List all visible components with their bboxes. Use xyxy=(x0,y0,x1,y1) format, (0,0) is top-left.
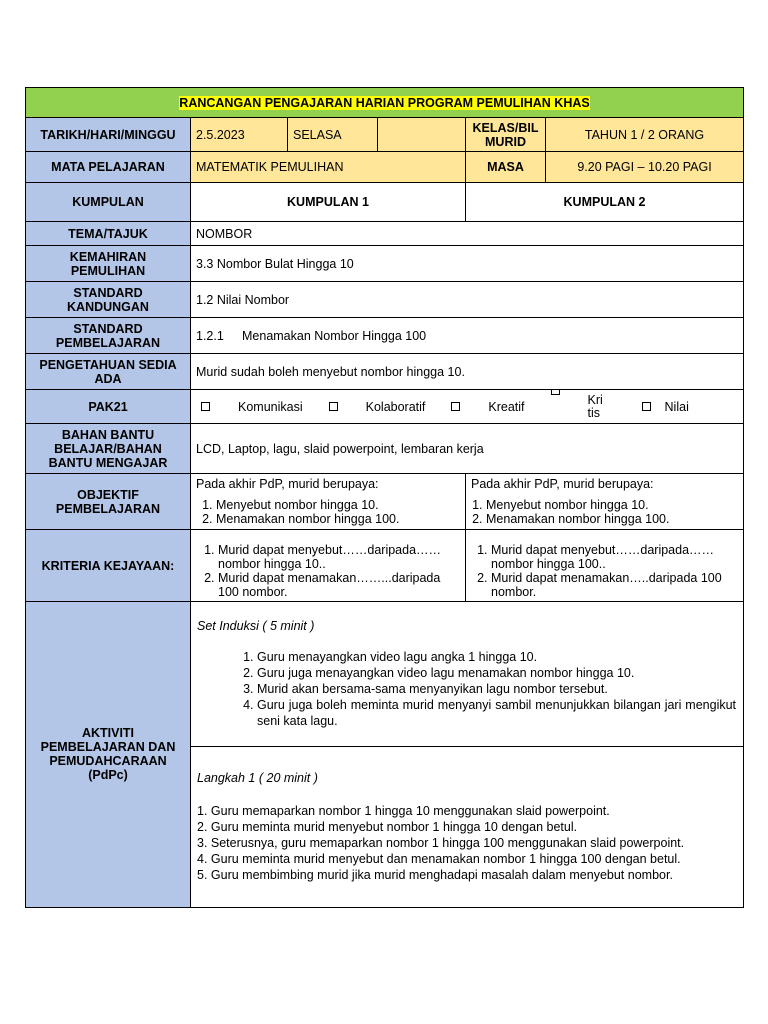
langkah-title: Langkah 1 ( 20 minit ) xyxy=(197,771,318,785)
list-item: 5. Guru membimbing murid jika murid menghadapi masalah dalam menyebut nombor. xyxy=(197,868,673,882)
induksi-title: Set Induksi ( 5 minit ) xyxy=(197,619,315,633)
list-item: 2. Murid dapat menamakan…..daripada 100 nombor. xyxy=(491,571,738,599)
list-item: 2. Menamakan nombor hingga 100. xyxy=(216,512,460,526)
label-tema: TEMA/TAJUK xyxy=(26,222,191,246)
list-item: 1. Murid dapat menyebut……daripada…… nombor hingga 100.. xyxy=(491,543,738,571)
label-kriteria: KRITERIA KEJAYAAN: xyxy=(26,530,191,602)
kemahiran-value: 3.3 Nombor Bulat Hingga 10 xyxy=(191,246,744,282)
list-item: 3. Murid akan bersama-sama menyanyikan lagu nombor tersebut. xyxy=(257,681,738,697)
objektif-intro: Pada akhir PdP, murid berupaya: xyxy=(471,477,654,491)
list-item: 1. Murid dapat menyebut……daripada…… nombor hingga 10.. xyxy=(218,543,460,571)
tema-value: NOMBOR xyxy=(191,222,744,246)
bahan-bantu-value: LCD, Laptop, lagu, slaid powerpoint, lembaran kerja xyxy=(191,424,744,474)
list-item: 1. Guru menayangkan video lagu angka 1 hingga 10. xyxy=(257,649,738,665)
set-induksi xyxy=(191,602,744,747)
group-1-header: KUMPULAN 1 xyxy=(191,183,466,222)
kelas-value: TAHUN 1 / 2 ORANG xyxy=(546,118,744,152)
list-item: 2. Murid dapat menamakan……...daripada 100 nombor. xyxy=(218,571,460,599)
label-standard-kandungan: STANDARD KANDUNGAN xyxy=(26,282,191,318)
label-objektif: OBJEKTIF PEMBELAJARAN xyxy=(26,474,191,530)
pak21-kreatif[interactable]: Kreatif xyxy=(451,400,524,414)
label-kumpulan: KUMPULAN xyxy=(26,183,191,222)
label-kemahiran: KEMAHIRAN PEMULIHAN xyxy=(26,246,191,282)
list-item: 1. Guru memaparkan nombor 1 hingga 10 menggunakan slaid powerpoint. xyxy=(197,804,610,818)
label-standard-pembelajaran: STANDARD PEMBELAJARAN xyxy=(26,318,191,354)
list-item: 2. Menamakan nombor hingga 100. xyxy=(486,512,738,526)
pak21-kritis[interactable]: Kri tis xyxy=(551,394,610,420)
checkbox-icon[interactable] xyxy=(201,402,210,411)
day-value: SELASA xyxy=(288,118,378,152)
sp-text: Menamakan Nombor Hingga 100 xyxy=(242,328,427,343)
list-item: 2. Guru meminta murid menyebut nombor 1 hingga 10 dengan betul. xyxy=(197,820,578,834)
lesson-plan-table xyxy=(25,87,744,908)
checkbox-icon[interactable] xyxy=(551,390,560,395)
checkbox-icon[interactable] xyxy=(642,402,651,411)
label-tarikh: TARIKH/HARI/MINGGU xyxy=(26,118,191,152)
kriteria-group-1 xyxy=(191,530,466,602)
subject-value: MATEMATIK PEMULIHAN xyxy=(191,152,466,183)
label-aktiviti: AKTIVITI PEMBELAJARAN DAN PEMUDAHCARAAN (PdPc) xyxy=(26,602,191,908)
objektif-intro: Pada akhir PdP, murid berupaya: xyxy=(196,477,379,491)
list-item: 1. Menyebut nombor hingga 10. xyxy=(486,498,738,512)
label-bahan-bantu: BAHAN BANTU BELAJAR/BAHAN BANTU MENGAJAR xyxy=(26,424,191,474)
objektif-group-2 xyxy=(466,474,744,530)
standard-kandungan-value: 1.2 Nilai Nombor xyxy=(191,282,744,318)
pak21-nilai[interactable]: Nilai xyxy=(642,400,689,414)
pak21-komunikasi[interactable]: Komunikasi xyxy=(201,400,303,414)
label-kelas: KELAS/BIL MURID xyxy=(466,118,546,152)
list-item: 4. Guru juga boleh meminta murid menyanyi sambil menunjukkan bilangan jari mengikut seni kata lagu. xyxy=(257,697,738,729)
pak21-kolaboratif[interactable]: Kolaboratif xyxy=(329,400,426,414)
list-item: 3. Seterusnya, guru memaparkan nombor 1 hingga 100 menggunakan slaid powerpoint. xyxy=(197,836,685,850)
langkah-1 xyxy=(191,747,744,908)
pengetahuan-sedia-ada-value: Murid sudah boleh menyebut nombor hingga 10. xyxy=(191,354,744,390)
week-value xyxy=(378,118,466,152)
pak21-options xyxy=(191,390,744,424)
list-item: 2. Guru juga menayangkan video lagu menamakan nombor hingga 10. xyxy=(257,665,738,681)
label-mata-pelajaran: MATA PELAJARAN xyxy=(26,152,191,183)
list-item: 4. Guru meminta murid menyebut dan menamakan nombor 1 hingga 100 dengan betul. xyxy=(197,852,681,866)
label-masa: MASA xyxy=(466,152,546,183)
checkbox-icon[interactable] xyxy=(451,402,460,411)
masa-value: 9.20 PAGI – 10.20 PAGI xyxy=(546,152,744,183)
sp-code: 1.2.1 xyxy=(196,328,224,343)
group-2-header: KUMPULAN 2 xyxy=(466,183,744,222)
checkbox-icon[interactable] xyxy=(329,402,338,411)
label-pengetahuan-sedia-ada: PENGETAHUAN SEDIA ADA xyxy=(26,354,191,390)
list-item: 1. Menyebut nombor hingga 10. xyxy=(216,498,460,512)
kriteria-group-2 xyxy=(466,530,744,602)
plan-title: RANCANGAN PENGAJARAN HARIAN PROGRAM PEMULIHAN KHAS xyxy=(26,88,744,118)
label-pak21: PAK21 xyxy=(26,390,191,424)
objektif-group-1 xyxy=(191,474,466,530)
date-value: 2.5.2023 xyxy=(191,118,288,152)
standard-pembelajaran-value xyxy=(191,318,744,354)
